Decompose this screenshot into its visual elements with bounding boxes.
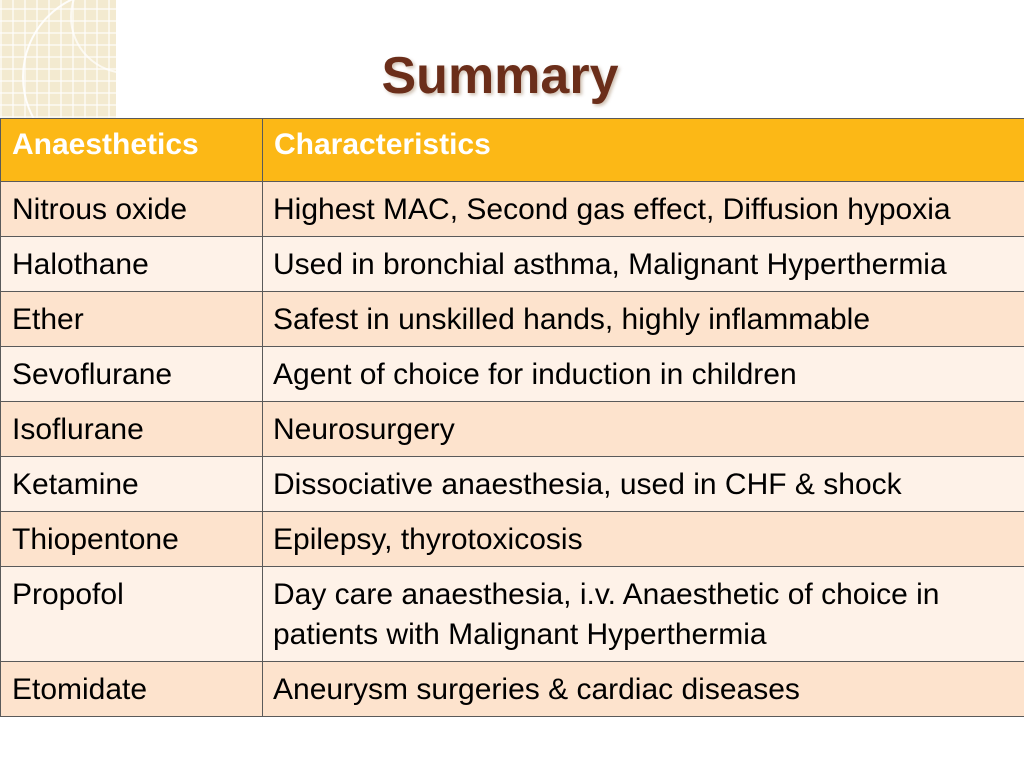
- agent-cell: Isoflurane: [1, 402, 263, 457]
- column-header-anaesthetics: Anaesthetics: [1, 119, 263, 182]
- agent-cell: Propofol: [1, 567, 263, 662]
- characteristics-cell: Safest in unskilled hands, highly inflammable: [263, 292, 1024, 347]
- characteristics-cell: Aneurysm surgeries & cardiac diseases: [263, 662, 1024, 717]
- characteristics-cell: Used in bronchial asthma, Malignant Hyperthermia: [263, 237, 1024, 292]
- agent-cell: Nitrous oxide: [1, 182, 263, 237]
- table-row: [1, 347, 1024, 402]
- column-header-characteristics: Characteristics: [263, 119, 1024, 182]
- page-title: Summary: [381, 47, 619, 105]
- agent-cell: Ketamine: [1, 457, 263, 512]
- agent-cell: Ether: [1, 292, 263, 347]
- table-row: [1, 237, 1024, 292]
- table-row: [1, 457, 1024, 512]
- agent-cell: Sevoflurane: [1, 347, 263, 402]
- characteristics-cell: Agent of choice for induction in children: [263, 347, 1024, 402]
- table-row: [1, 182, 1024, 237]
- agent-cell: Etomidate: [1, 662, 263, 717]
- table-header-row: [1, 119, 1024, 182]
- table-row: [1, 292, 1024, 347]
- summary-table: [0, 118, 1024, 717]
- characteristics-cell: Dissociative anaesthesia, used in CHF & shock: [263, 457, 1024, 512]
- agent-cell: Thiopentone: [1, 512, 263, 567]
- table-row: [1, 567, 1024, 662]
- characteristics-cell: Epilepsy, thyrotoxicosis: [263, 512, 1024, 567]
- table-row: [1, 512, 1024, 567]
- characteristics-cell: Day care anaesthesia, i.v. Anaesthetic of choice in patients with Malignant Hyperthermia: [263, 567, 1024, 662]
- characteristics-cell: Neurosurgery: [263, 402, 1024, 457]
- table-row: [1, 662, 1024, 717]
- agent-cell: Halothane: [1, 237, 263, 292]
- characteristics-cell: Highest MAC, Second gas effect, Diffusion hypoxia: [263, 182, 1024, 237]
- table-row: [1, 402, 1024, 457]
